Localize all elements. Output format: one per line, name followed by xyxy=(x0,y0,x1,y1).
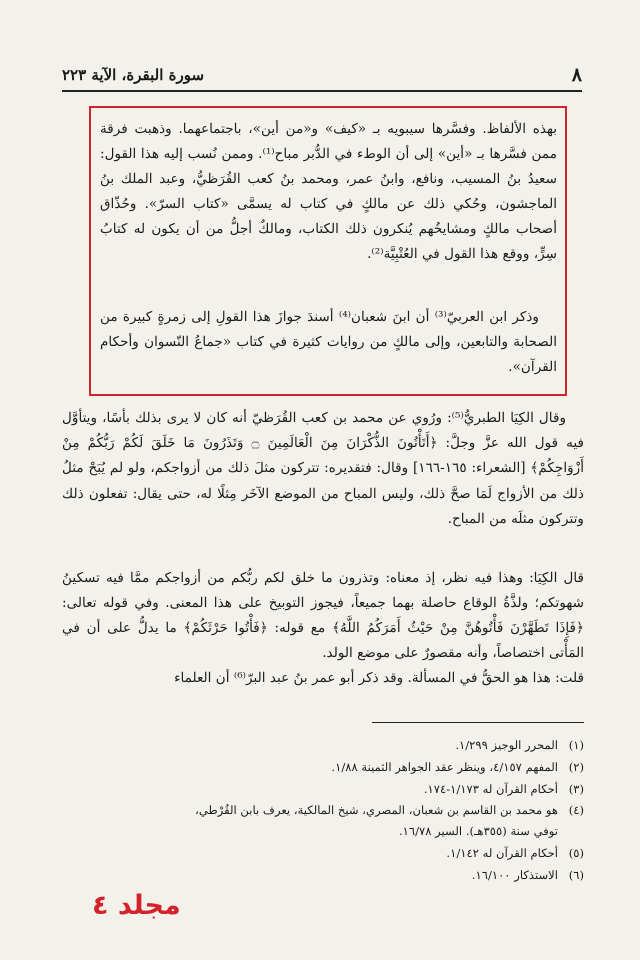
footnote-text: أحكام القرآن له ١/١٧٣-١٧٤. xyxy=(423,782,558,796)
footnote-number: (٢) xyxy=(568,760,584,774)
footnote-text: أحكام القرآن له ١/١٤٢. xyxy=(446,846,558,860)
footnote-text: المفهم ٤/١٥٧، وينظر عقد الجواهر الثمينة ١/٨٨. xyxy=(331,760,558,774)
footnote-item xyxy=(170,734,584,756)
highlighted-paragraph-2: وذكر ابن العربيّ⁽³⁾ أن ابنَ شعبان⁽⁴⁾ أسندَ جوازَ هذا القولِ إلى زمرةٍ كبيرة من الصحابة والتابعين، وإلى مالكٍ من روايات كثيرة في كتاب «جماعُ النّسوان وأحكام القرآن». xyxy=(100,309,557,375)
footnote-text: هو محمد بن القاسم بن شعبان، المصري، شيخ المالكية، يعرف بابن القُرْطي، توفي سنة (٣٥٥هـ). السير ١٦/٧٨. xyxy=(195,803,558,838)
footnote-number: (٥) xyxy=(568,846,584,860)
body-paragraph-5: قلت: هذا هو الحقُّ في المسألة. وقد ذكر أبو عمر بنُ عبد البرّ⁽⁶⁾ أن العلماء xyxy=(174,670,584,686)
running-title: سورة البقرة، الآية ٢٢٣ xyxy=(62,66,205,84)
footnote-text: المحرر الوجيز ١/٢٩٩. xyxy=(455,738,558,752)
page-number: ٨ xyxy=(571,64,582,86)
footnote-item xyxy=(170,778,584,800)
footnote-rule xyxy=(372,722,584,723)
footnote-item xyxy=(170,800,584,842)
highlighted-paragraph-1: بهذه الألفاظ. وفسَّرها سيبويه بـ «كيف» و«من أين»، باجتماعهما. وذهبت فرقة ممن فسَّرها بـ «أين» إلى أن الوطء في الدُّبر مباح⁽¹⁾. وممن نُسب إليه هذا القول: سعيدُ بنُ المسيب، ونافع، وابنُ عمر، ومحمد بنُ كعب القُرَظيُّ، وعبد الملك بنُ الماجشون، وحُكي ذلك عن مالكٍ في كتاب له يسمَّى «كتاب السرّ». وحُذّاق أصحاب مالكٍ ومشايخُهم يُنكرون ذلك الكتاب، ومالكٌ أجلُّ من أن يكون له كتابُ سِرٍّ، ووقع هذا القول في العُتْبِيَّة⁽²⁾. xyxy=(100,121,557,262)
header-rule xyxy=(62,90,582,92)
footnote-number: (١) xyxy=(568,738,584,752)
footnote-item xyxy=(170,842,584,864)
body-paragraph-4: قال الكِيَا: وهذا فيه نظر، إذ معناه: وتذرون ما خلق لكم ربُّكم من أزواجكم ممَّا فيه تسكينُ شهوتكم؛ ولذَّةُ الوقاع حاصلة بهما جميعاً، فيجوز التوبيخ على هذا المعنى. وفي قوله تعالى: ﴿فَإِذَا تَطَهَّرْنَ فَأْتُوهُنَّ مِنْ حَيْثُ أَمَرَكُمُ اللَّهُ﴾ مع قوله: ﴿فَأْتُوا حَرْثَكُمْ﴾ ما يدلُّ على أن في المَأْتى اختصاصاً، وأنه مقصورٌ على موضع الولد. xyxy=(62,570,584,661)
volume-label: مجلد ٤ xyxy=(92,890,181,921)
footnote-text: الاستذكار ١٦/١٠٠. xyxy=(471,868,558,882)
footnote-item xyxy=(170,756,584,778)
footnote-number: (٦) xyxy=(568,868,584,882)
footnotes-list xyxy=(170,734,584,886)
footnote-number: (٤) xyxy=(568,803,584,817)
footnote-number: (٣) xyxy=(568,782,584,796)
footnote-item xyxy=(170,864,584,886)
body-paragraph-3: وقال الكِيَا الطبريُّ⁽⁵⁾: ورُوي عن محمد بن كعب القُرَظيّ أنه كان لا يرى بذلك بأسًا، ويتأوَّل فيه قول الله عزَّ وجلَّ: ﴿أَتَأْتُونَ الذُّكْرَانَ مِنَ الْعَالَمِينَ ۝ وَتَذَرُونَ مَا خَلَقَ لَكُمْ رَبُّكُمْ مِنْ أَزْوَاجِكُمْ﴾ [الشعراء: ١٦٥-١٦٦] وقال: فتقديره: تتركون مثلَ ذلك من أزواجكم، ولو لم يُبَحْ مثلُ ذلك من الأزواج لَمَا صحَّ ذلك، وليس المباح من الموضع الآخَر مِثلًا له، حتى يقال: تفعلون ذلك وتتركون مثلَه من المباح. xyxy=(62,410,584,527)
page-header xyxy=(62,64,582,88)
